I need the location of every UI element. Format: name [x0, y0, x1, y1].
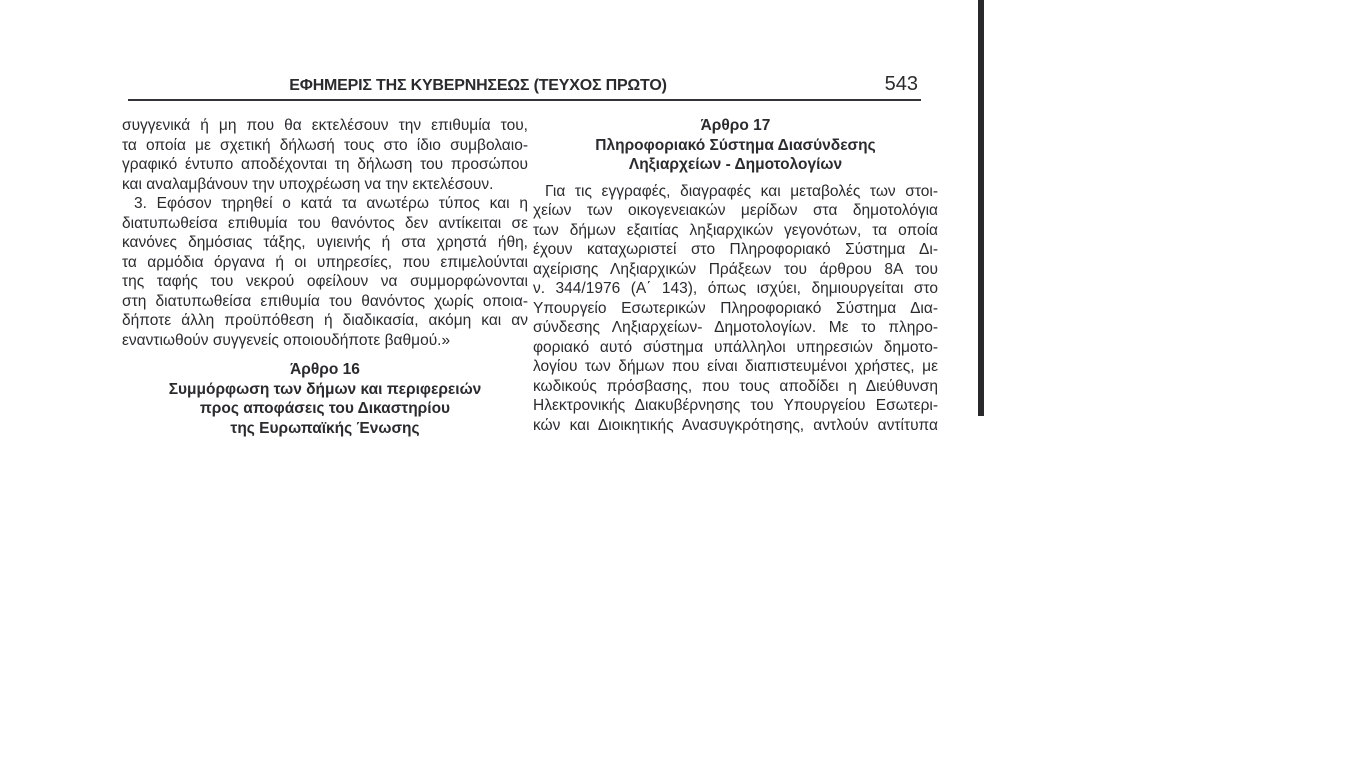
text-line: συγγενικά ή μη που θα εκτελέσουν την επιθυμία του,: [122, 117, 528, 134]
text-line: λογίου των δήμων που είναι διαπιστευμένοι χρήστες, με: [533, 358, 938, 375]
text-line: αχείρισης Ληξιαρχικών Πράξεων του άρθρου 8Α του: [533, 260, 938, 278]
text-line: προς αποφάσεις του Δικαστηρίου: [199, 400, 451, 417]
text-line: 3. Εφόσον τηρηθεί ο κατά τα ανωτέρω τύπος και η: [134, 195, 528, 212]
text-line: τα οποία με σχετική δήλωσή τους στο ίδιο συμβολαιο-: [122, 136, 528, 154]
text-line: Άρθρο 16: [290, 361, 360, 378]
text-line: σύνδεσης Ληξιαρχείων- Δημοτολογίων. Με το πληρο-: [533, 319, 938, 336]
text-line: Συμμόρφωση των δήμων και περιφερειών: [168, 380, 482, 398]
text-line: Άρθρο 17: [700, 117, 771, 134]
text-line: εναντιωθούν συγγενείς οποιουδήποτε βαθμού.»: [122, 331, 451, 349]
paragraph-3: [122, 194, 528, 350]
text-line: των δήμων εξαιτίας ληξιαρχικών γεγονότων, τα οποία: [533, 221, 938, 239]
text-line: δήποτε άλλη προϋπόθεση ή διαδικασία, ακόμη και αν: [122, 312, 528, 329]
article-16-heading: [122, 360, 528, 438]
text-line: και αναλαμβάνουν την υποχρέωση να την εκτελέσουν.: [122, 175, 494, 193]
page-title: ΕΦΗΜΕΡΙΣ ΤΗΣ ΚΥΒΕΡΝΗΣΕΩΣ (ΤΕΥΧΟΣ ΠΡΩΤΟ): [289, 77, 667, 94]
binding-mark-bar: [978, 0, 984, 416]
text-line: Ηλεκτρονικής Διακυβέρνησης του Υπουργείου Εσωτερι-: [533, 397, 938, 414]
text-line: φοριακό αυτό σύστημα υπάλληλοι υπηρεσιών δημοτο-: [533, 338, 938, 356]
article-17-heading: [533, 116, 938, 175]
text-line: γραφικό έντυπο αποδέχονται τη δήλωση του προσώπου: [122, 156, 528, 173]
text-line: τα αρμόδια όργανα ή οι υπηρεσίες, που επιμελούνται: [122, 253, 528, 271]
text-line: της ταφής του νεκρού οφείλουν να συμμορφώνονται: [122, 273, 528, 290]
text-line: κών και Διοικητικής Ανασυγκρότησης, αντλούν αντίτυπα: [533, 416, 938, 434]
header-rule: [128, 99, 921, 101]
text-line: Για τις εγγραφές, διαγραφές και μεταβολές των στοι-: [545, 182, 938, 200]
text-line: διατυπωθείσα επιθυμία του θανόντος δεν αντίκειται σε: [122, 214, 528, 232]
right-column: [533, 116, 938, 435]
article-17-paragraph: [533, 182, 938, 436]
text-line: κωδικούς πρόσβασης, που τους αποδίδει η Διεύθυνση: [533, 377, 938, 395]
text-line: χείων των οικογενειακών μερίδων στα δημοτολόγια: [533, 202, 938, 219]
text-line: Υπουργείο Εσωτερικών Πληροφοριακό Σύστημα Δια-: [533, 299, 938, 317]
text-line: κανόνες δημόσιας τάξης, υγιεινής ή στα χρηστά ήθη,: [122, 234, 528, 251]
page-number: 543: [884, 73, 918, 95]
text-line: Ληξιαρχείων - Δημοτολογίων: [628, 156, 843, 173]
text-line: έχουν καταχωριστεί στο Πληροφοριακό Σύστημα Δι-: [533, 241, 938, 258]
left-column: [122, 116, 528, 438]
paragraph-continuation: [122, 116, 528, 194]
text-line: στη διατυπωθείσα επιθυμία του θανόντος χωρίς οποια-: [122, 292, 528, 310]
text-line: της Ευρωπαϊκής Ένωσης: [230, 419, 420, 437]
text-line: Πληροφοριακό Σύστημα Διασύνδεσης: [595, 136, 876, 154]
text-line: ν. 344/1976 (Α΄ 143), όπως ισχύει, δημιουργείται στο: [533, 280, 938, 297]
